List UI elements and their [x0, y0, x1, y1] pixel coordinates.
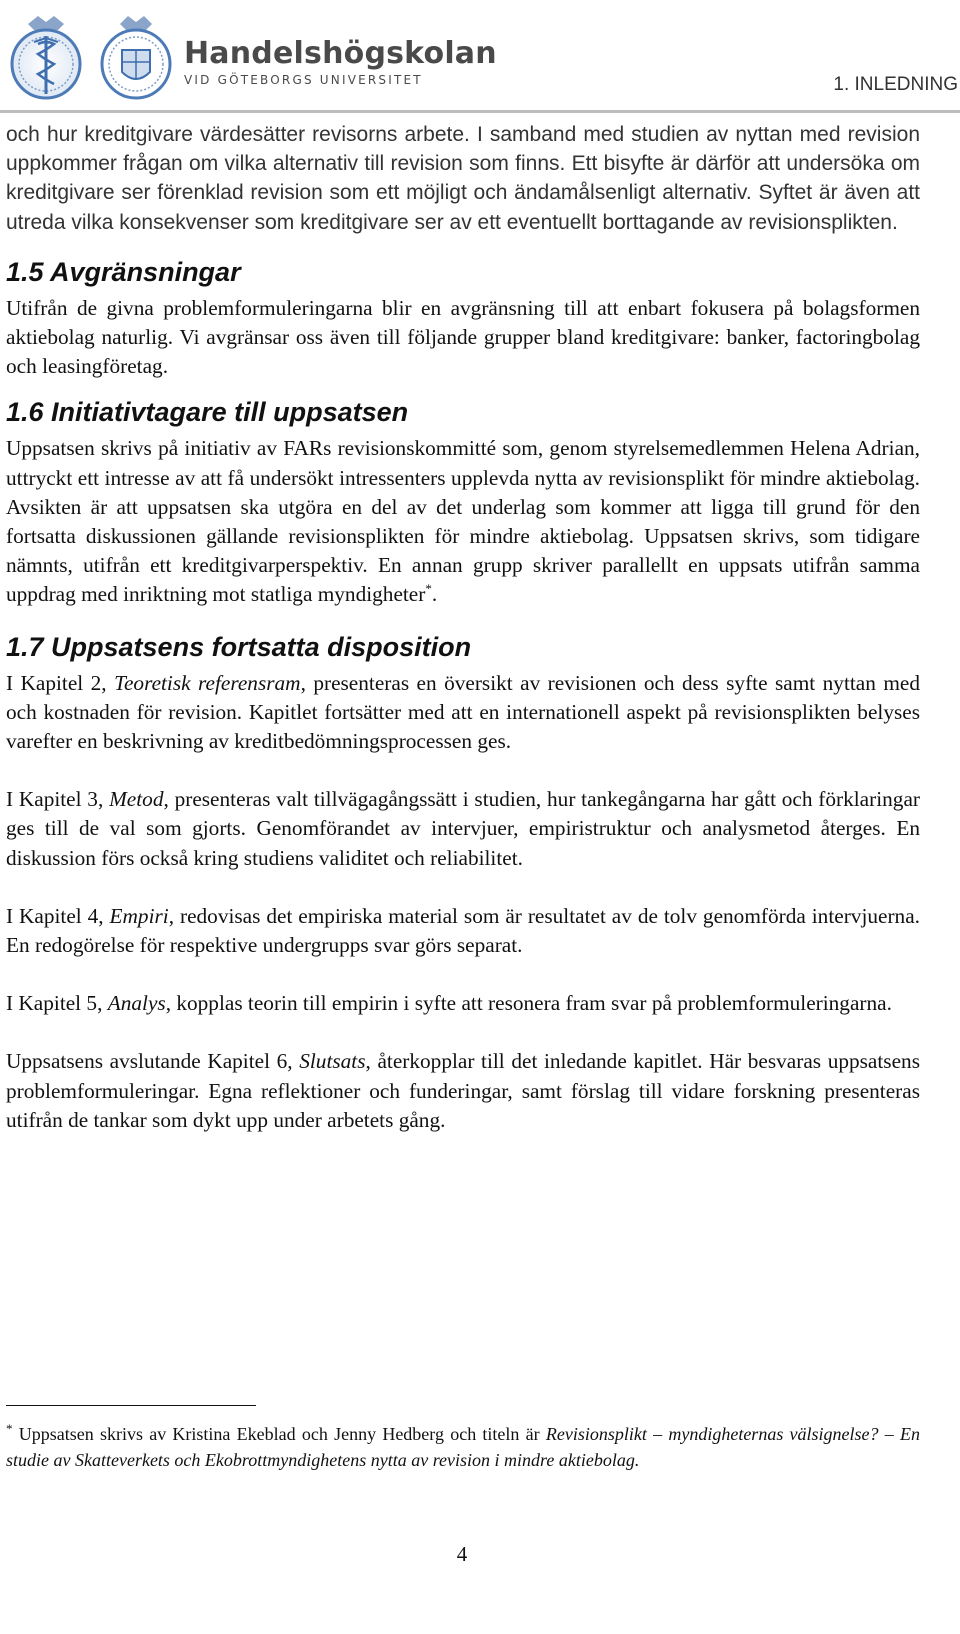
running-header-chapter: 1. INLEDNING [833, 74, 958, 95]
text: I Kapitel 4, [6, 903, 110, 928]
footnote-reference: * [425, 581, 432, 597]
brand-subtitle: VID GÖTEBORGS UNIVERSITET [184, 73, 423, 87]
disposition-chapter-2 [6, 669, 920, 757]
header-divider [0, 110, 960, 113]
section-heading-1-7: 1.7 Uppsatsens fortsatta disposition [6, 631, 472, 662]
disposition-chapter-6 [6, 1047, 920, 1135]
text: , presenteras valt tillvägagångssätt i studien, hur tankegångarna har gått och förklaringar ges till de val som gjorts. Genomförandet av intervjuer, empiristruktur och analysmetod återges. En diskussion förs också kring studiens validitet och reliabilitet. [6, 787, 920, 870]
section-1-6-paragraph [6, 434, 920, 609]
university-seal-caduceus-icon [8, 14, 84, 100]
text: I Kapitel 2, [6, 670, 115, 695]
text: , kopplas teorin till empirin i syfte att resonera fram svar på problemformuleringarna. [165, 991, 892, 1016]
footnote-marker: * [6, 1421, 13, 1436]
chapter-title: Analys [107, 991, 166, 1016]
chapter-title: Empiri [109, 903, 169, 928]
text: I Kapitel 3, [6, 787, 110, 812]
disposition-chapter-4 [6, 902, 920, 960]
disposition-chapter-5 [6, 989, 920, 1018]
page-header [0, 0, 960, 118]
disposition-chapter-3 [6, 785, 920, 873]
section-1-6-end: . [431, 582, 438, 607]
text: , redovisas det empiriska material som är resultatet av de tolv genomförda intervjuerna. En redogörelse för respektive undergrupps svar görs separat. [6, 903, 920, 958]
chapter-title: Teoretisk referensram [114, 670, 301, 695]
text: Uppsatsens avslutande Kapitel 6, [6, 1049, 300, 1074]
chapter-title: Slutsats [299, 1049, 366, 1074]
footnote-divider [6, 1405, 256, 1406]
section-1-6-text: Uppsatsen skrivs på initiativ av FARs revisionskommitté som, genom styrelsemedlemmen Helena Adrian, uttryckt ett intresse av att få undersökt intressenters upplevda nytta av revisionsplikt för mindre aktiebolag. Avsikten är att uppsatsen ska utgöra en del av det underlag som kommer att ligga till grund för den fortsatta diskussionen gällande revisionsplikten för mindre aktiebolag. Uppsatsen skrivs, som tidigare nämnts, utifrån ett kreditgivarperspektiv. En annan grupp skriver parallellt en uppsats utifrån samma uppdrag med inriktning mot statliga myndigheter [6, 436, 920, 607]
section-heading-1-6: 1.6 Initiativtagare till uppsatsen [6, 397, 409, 428]
university-seal-crest-icon [98, 14, 174, 100]
text: , presenteras en översikt av revisionen och dess syfte samt nyttan med och kostnaden för revision. Kapitlet fortsätter med att en internationell aspekt på revisionsplikten belyses varefter en beskrivning av kreditbedömningsprocessen ges. [6, 670, 920, 754]
intro-paragraph: och hur kreditgivare värdesätter revisorns arbete. I samband med studien av nyttan med revision uppkommer frågan om vilka alternativ till revision som finns. Ett bisyfte är därför att undersöka om kreditgivare ser förenklad revision som ett möjligt och ändamålsenligt alternativ. Syftet är även att utreda vilka konsekvenser som kreditgivare ser av ett eventuellt borttagande av revisionsplikten. [6, 123, 920, 234]
page-number: 4 [456, 1542, 468, 1566]
institution-name [184, 36, 497, 87]
section-1-5-paragraph: Utifrån de givna problemformuleringarna blir en avgränsning till att enbart fokusera på bolagsformen aktiebolag naturlig. Vi avgränsar oss även till följande grupper bland kreditgivare: banker, factoringbolag och leasingföretag. [6, 295, 920, 379]
chapter-title: Metod [109, 787, 164, 812]
text: I Kapitel 5, [6, 991, 108, 1016]
footnote-title: Revisionsplikt – myndigheternas välsignelse? – En studie av Skatteverkets och Ekobrottmyndighetens nytta av revision i mindre aktiebolag. [6, 1424, 921, 1470]
footnote-text: Uppsatsen skrivs av Kristina Ekeblad och Jenny Hedberg och titeln är [12, 1424, 546, 1444]
footnote [6, 1421, 920, 1473]
text: , återkopplar till det inledande kapitlet. Här besvaras uppsatsens problemformuleringar. Egna reflektioner och funderingar, samt förslag till vidare forskning presenteras utifrån de tankar som dykt upp under arbetets gång. [6, 1049, 920, 1132]
document-body [6, 118, 920, 1135]
brand-name: Handelshögskolan [184, 36, 497, 71]
section-heading-1-5: 1.5 Avgränsningar [6, 256, 241, 287]
